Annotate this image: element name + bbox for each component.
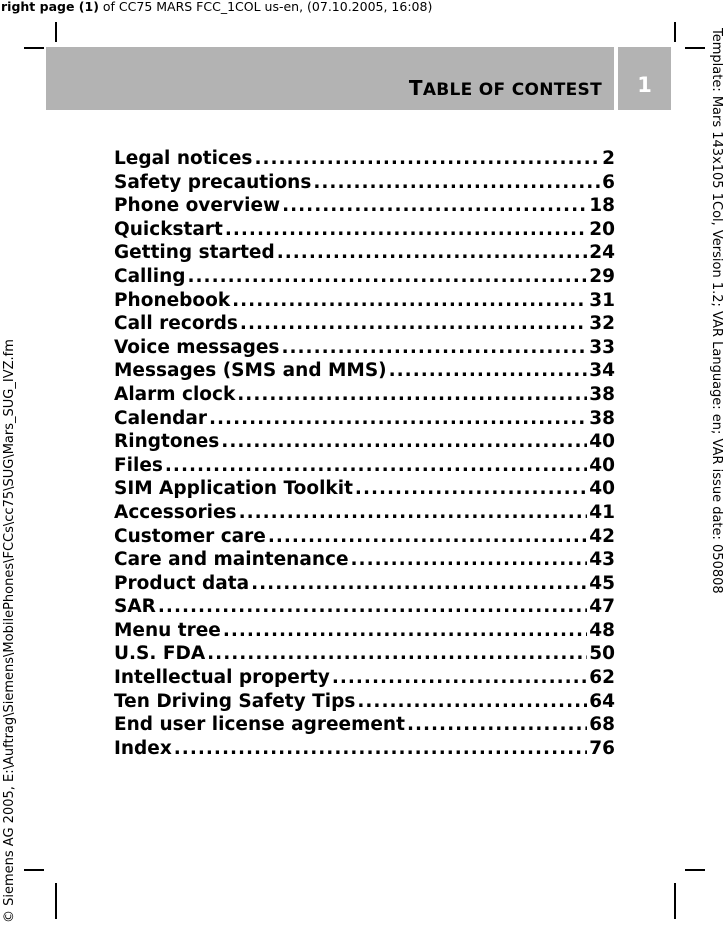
print-meta-bold: right page (1) — [1, 0, 99, 14]
crop-mark — [674, 883, 676, 919]
toc-leader-dots — [225, 219, 587, 240]
toc-entry — [114, 219, 615, 243]
toc-entry — [114, 573, 615, 597]
toc-leader-dots — [240, 313, 587, 334]
toc-entry-page: 45 — [589, 572, 615, 594]
toc-entry — [114, 360, 615, 384]
toc-leader-dots — [221, 431, 587, 452]
toc-entry — [114, 455, 615, 479]
toc-leader-dots — [237, 384, 587, 405]
toc-entry-page: 32 — [589, 313, 615, 335]
toc-entry-title: Index — [114, 737, 172, 759]
toc-entry — [114, 172, 615, 196]
toc-entry-title: Calling — [114, 265, 186, 287]
toc-entry — [114, 526, 615, 550]
toc-leader-dots — [357, 691, 587, 712]
toc-entry — [114, 643, 615, 667]
toc-leader-dots — [277, 242, 588, 263]
print-meta-rest: of CC75 MARS FCC_1COL us-en, (07.10.2005, 16:08) — [98, 0, 433, 14]
toc-entry-page: 34 — [589, 360, 615, 382]
toc-entry-title: SIM Application Toolkit — [114, 478, 353, 500]
crop-mark — [685, 47, 705, 49]
toc-entry-title: Phonebook — [114, 289, 231, 311]
toc-leader-dots — [281, 337, 587, 358]
toc-entry-page: 20 — [589, 218, 615, 240]
toc-entry — [114, 195, 615, 219]
toc-entry-page: 18 — [589, 195, 615, 217]
toc-entry — [114, 502, 615, 526]
copyright-path: © Siemens AG 2005, E:\Auftrag\Siemens\MobilePhones\FCCs\cc75\SUG\Mars_SUG_IVZ.fm — [2, 339, 17, 923]
toc-entry-title: U.S. FDA — [114, 643, 206, 665]
toc-entry — [114, 242, 615, 266]
toc-entry-title: Safety precautions — [114, 171, 312, 193]
toc-entry-title: Legal notices — [114, 148, 253, 169]
page-number: 1 — [637, 73, 652, 97]
toc-entry-page: 50 — [589, 643, 615, 665]
toc-leader-dots — [207, 643, 587, 664]
toc-entry-title: Call records — [114, 313, 238, 335]
toc-entry-title: Intellectual property — [114, 667, 330, 689]
toc-entry-title: Accessories — [114, 501, 237, 523]
toc-entry-page: 68 — [589, 714, 615, 736]
crop-mark — [685, 869, 705, 871]
toc-entry-title: Quickstart — [114, 218, 223, 240]
toc-entry-title: Ten Driving Safety Tips — [114, 690, 356, 712]
toc-leader-dots — [282, 195, 587, 216]
toc-entry-title: Getting started — [114, 242, 275, 264]
toc-leader-dots — [332, 667, 587, 688]
toc-entry-title: Customer care — [114, 525, 266, 547]
crop-mark — [24, 869, 44, 871]
toc-leader-dots — [268, 526, 587, 547]
toc-leader-dots — [209, 408, 587, 429]
toc-entry-title: Alarm clock — [114, 383, 236, 405]
toc-entry-page: 40 — [589, 431, 615, 453]
print-meta-line — [1, 0, 432, 14]
toc-entry-page: 40 — [589, 454, 615, 476]
page-title-initial: T — [408, 76, 423, 100]
toc-entry — [114, 620, 615, 644]
toc-entry-page: 76 — [589, 737, 615, 759]
page-title-rest: ABLE OF CONTEST — [422, 80, 602, 100]
toc-entry — [114, 596, 615, 620]
toc-leader-dots — [232, 290, 587, 311]
toc-entry-title: Care and maintenance — [114, 549, 349, 571]
page-number-box — [618, 47, 671, 110]
toc-leader-dots — [174, 738, 587, 759]
toc-entry-page: 31 — [589, 289, 615, 311]
toc-entry-page: 24 — [589, 242, 615, 264]
toc-entry — [114, 667, 615, 691]
toc-entry-title: End user license agreement — [114, 714, 405, 736]
crop-mark — [55, 22, 57, 42]
toc-entry-page: 62 — [589, 667, 615, 689]
toc-leader-dots — [407, 714, 587, 735]
toc-entry-page: 33 — [589, 336, 615, 358]
page-title — [409, 76, 602, 100]
toc-leader-dots — [313, 172, 600, 193]
toc-leader-dots — [239, 502, 588, 523]
toc-entry-page: 47 — [589, 596, 615, 618]
toc-leader-dots — [254, 148, 600, 169]
toc-entry-title: Ringtones — [114, 431, 220, 453]
toc-leader-dots — [223, 620, 587, 641]
toc-entry — [114, 266, 615, 290]
toc-entry — [114, 714, 615, 738]
toc-entry — [114, 691, 615, 715]
toc-entry-title: Voice messages — [114, 336, 280, 358]
toc-leader-dots — [165, 455, 587, 476]
toc-entry — [114, 431, 615, 455]
toc-entry-title: Calendar — [114, 407, 207, 429]
header-band — [46, 47, 614, 110]
toc-entry-page: 38 — [589, 383, 615, 405]
toc-entry — [114, 478, 615, 502]
toc-entry-title: Phone overview — [114, 195, 281, 217]
toc-leader-dots — [355, 478, 587, 499]
toc-entry — [114, 313, 615, 337]
toc-entry — [114, 148, 615, 172]
toc-leader-dots — [188, 266, 588, 287]
toc-entry-page: 43 — [589, 549, 615, 571]
toc-entry-page: 2 — [602, 148, 615, 169]
toc-entry-page: 64 — [589, 690, 615, 712]
toc-entry-page: 42 — [589, 525, 615, 547]
toc-entry — [114, 384, 615, 408]
toc-entry — [114, 549, 615, 573]
toc-entry-page: 29 — [589, 265, 615, 287]
toc-entry-page: 48 — [589, 619, 615, 641]
toc-entry — [114, 408, 615, 432]
toc-entry — [114, 738, 615, 762]
toc-entry-title: Menu tree — [114, 619, 221, 641]
toc-entry-page: 38 — [589, 407, 615, 429]
table-of-contents — [114, 148, 615, 761]
toc-entry-page: 6 — [602, 171, 615, 193]
toc-leader-dots — [389, 360, 588, 381]
toc-entry-page: 40 — [589, 478, 615, 500]
crop-mark — [674, 22, 676, 42]
toc-entry — [114, 337, 615, 361]
toc-leader-dots — [351, 549, 588, 570]
toc-entry-title: SAR — [114, 596, 156, 618]
template-info: Template: Mars 143x105 1Col, Version 1.2; VAR Language: en; VAR issue date: 050808 — [709, 28, 724, 594]
toc-entry — [114, 290, 615, 314]
toc-leader-dots — [158, 596, 587, 617]
toc-entry-title: Product data — [114, 572, 250, 594]
toc-leader-dots — [251, 573, 587, 594]
toc-entry-title: Messages (SMS and MMS) — [114, 360, 387, 382]
toc-entry-page: 41 — [589, 501, 615, 523]
crop-mark — [55, 883, 57, 919]
crop-mark — [24, 47, 44, 49]
toc-entry-title: Files — [114, 454, 163, 476]
